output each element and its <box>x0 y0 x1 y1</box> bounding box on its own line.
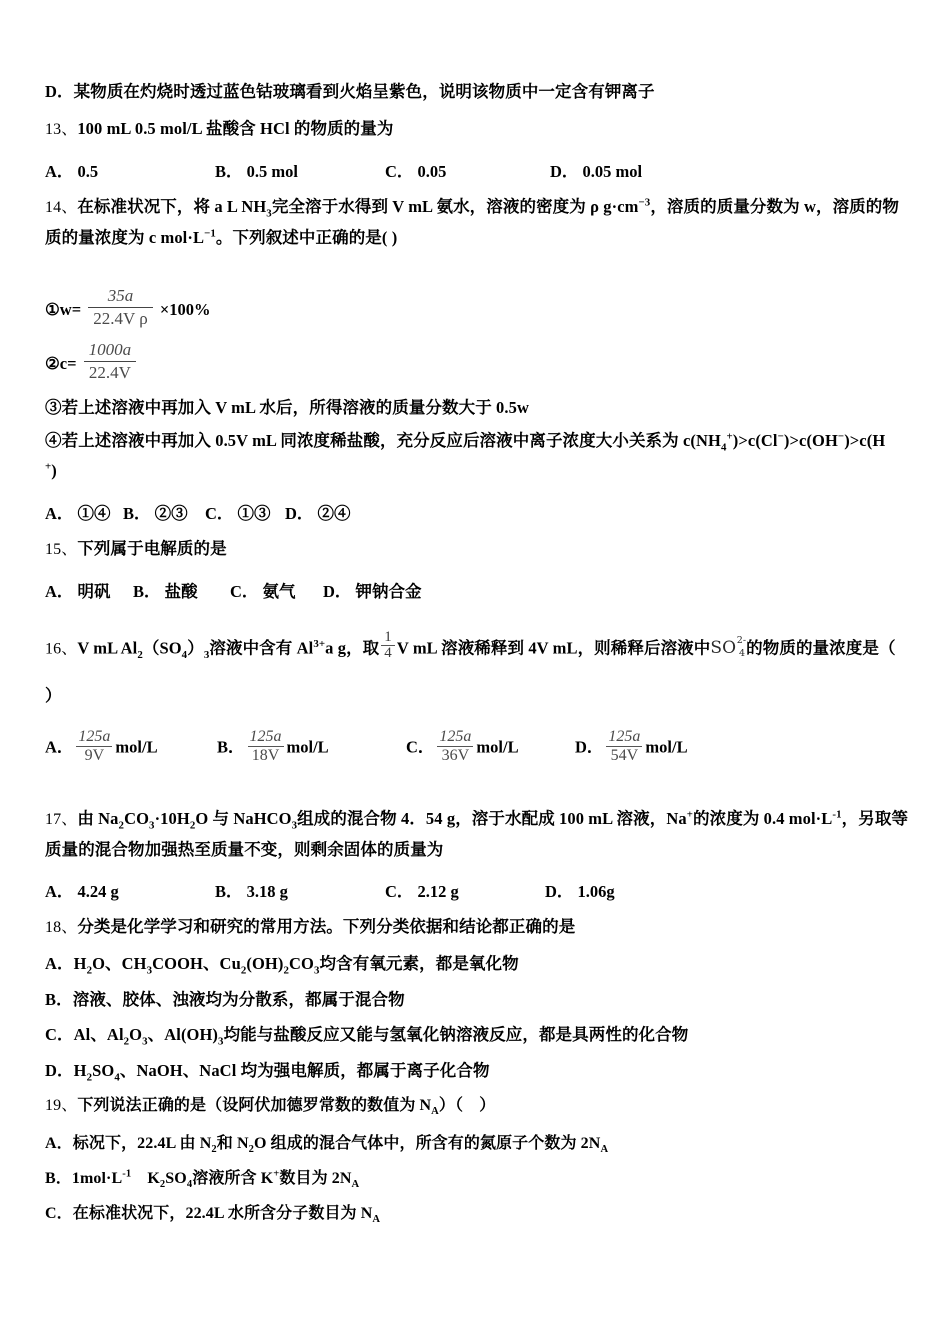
option-text: 某物质在灼烧时透过蓝色钴玻璃看到火焰呈紫色，说明该物质中一定含有钾离子 <box>73 82 655 101</box>
statement-marker-1: ① <box>45 299 60 319</box>
option-a[interactable]: A． 明矾 <box>45 581 111 601</box>
page-content <box>45 84 913 1241</box>
question-number: 15、 <box>45 540 78 558</box>
question-16-stem-line-2: ） <box>45 686 62 705</box>
option-d[interactable]: D． 钾钠合金 <box>323 581 422 601</box>
question-number: 19、 <box>45 1097 78 1114</box>
question-19-option-a[interactable]: A．标况下，22.4L 由 $N_2$和 $N_2O$ 组成的混合气体中，所含有的氮原子个数为 $2N_A$ <box>45 1135 609 1156</box>
option-a[interactable]: A． 4.24 g <box>45 882 119 901</box>
sulfate-ion-formula: SO 2- 4 <box>710 635 747 660</box>
fraction-one-quarter: $\frac{1}{4}$ <box>381 630 395 663</box>
question-15-stem: 15、下列属于电解质的是 <box>45 538 227 558</box>
option-d[interactable]: D． 1.06g <box>545 882 615 901</box>
option-c[interactable]: C． 2.12 g <box>385 882 459 901</box>
question-13-options <box>45 158 913 180</box>
option-b[interactable]: B． 3.18 g <box>215 882 288 901</box>
question-15-options <box>45 578 913 600</box>
option-c[interactable]: C． ①③ <box>205 503 271 523</box>
option-d[interactable]: D． 0.05 mol <box>550 161 643 181</box>
option-a[interactable]: A． $\frac{125a}{9V}$ mol/L <box>45 727 158 765</box>
question-18-option-a[interactable]: A．$H_2O$、$CH_3COOH$、$Cu_2(OH)_2CO_3$均含有氧元素，都是氧化物 <box>45 954 519 977</box>
option-c[interactable]: C． $\frac{125a}{36V}$ mol/L <box>406 727 519 765</box>
times-100-percent: ×100% <box>159 299 211 319</box>
option-c[interactable]: C． 0.05 <box>385 161 447 181</box>
option-label: D． <box>45 82 74 101</box>
question-14-statement-4-line-2: +) <box>45 460 57 480</box>
option-d[interactable]: D． $\frac{125a}{54V}$ mol/L <box>575 727 688 765</box>
fraction-125a-over-9V: $\frac{125a}{9V}$ <box>78 727 111 765</box>
question-14-stem-line-1: 14、在标准状况下，将 a L $NH_3$完全溶于水得到 V mL 氨水，溶液的密度为 ρ $g\cdot cm^{-3}$，溶质的质量分数为 w，溶质的物 <box>45 196 899 219</box>
question-16-stem: 16、V mL $Al_2(SO_4)_3$溶液中含有 $Al^{3+}a$ g，取 $\frac{1}{4}$ V mL 溶液稀释到 4V mL，则稀释后溶液中SO 2- 4 的物质的量浓度是（ <box>45 628 896 662</box>
question-13-stem <box>45 118 913 138</box>
question-number: 17、 <box>45 810 78 828</box>
question-17-stem-line-2: 质量的混合物加强热至质量不变，则剩余固体的质量为 <box>45 839 444 859</box>
question-18-option-b[interactable]: B．溶液、胶体、浊液均为分散系，都属于混合物 <box>45 989 405 1009</box>
question-text: 100 mL 0.5 mol/L 盐酸含 HCl 的物质的量为 <box>77 118 394 138</box>
question-14-statement-3: ③若上述溶液中再加入 V mL 水后，所得溶液的质量分数大于 0.5w <box>45 398 529 417</box>
fraction-125a-over-54V: $\frac{125a}{54V}$ <box>608 727 641 765</box>
statement-marker-2: ② <box>45 353 60 373</box>
question-14-statement-2: ②c= $\frac{1000a}{22.4V}$ <box>45 340 913 384</box>
question-14-statement-4-line-1: ④若上述溶液中再加入 0.5V mL 同浓度稀盐酸，充分反应后溶液中离子浓度大小关系为 $c(NH_4^+)>c(Cl^-)>c(OH^-)>c(H$ <box>45 430 886 453</box>
question-16-options <box>45 729 913 769</box>
question-19-stem: 19、下列说法正确的是（设阿伏加德罗常数的数值为 $N_A$）（ ） <box>45 1097 496 1118</box>
option-c[interactable]: C． 氨气 <box>230 581 296 601</box>
fraction-125a-over-36V: $\frac{125a}{36V}$ <box>439 727 472 765</box>
question-19-option-b[interactable]: B．$1mol\cdot L^{-1}$ $K_2SO_4$溶液所含 K+数目为 $2N_A$ <box>45 1168 360 1191</box>
question-18-option-d[interactable]: D．$H_2SO_4$、NaOH、NaCl 均为强电解质，都属于离子化合物 <box>45 1060 490 1083</box>
fraction-35a-over-22.4Vrho: $\frac{35a}{\text{22.4V ρ}}$ <box>88 286 152 329</box>
question-14-stem-line-2: 质的量浓度为 c $mol\cdot L^{-1}$。下列叙述中正确的是( ) <box>45 227 398 247</box>
option-b[interactable]: B． 盐酸 <box>133 581 198 601</box>
question-number: 16、 <box>45 640 78 658</box>
question-14-options <box>45 500 913 522</box>
question-17-options <box>45 878 913 900</box>
option-d[interactable]: D． ②④ <box>285 503 351 523</box>
fraction-125a-over-18V: $\frac{125a}{18V}$ <box>249 727 282 765</box>
question-17-stem-line-1: 17、由 $Na_2CO_3\cdot 10H_2O$ 与 NaHCO$_3$组成的混合物 4．54 g，溶于水配成 100 mL 溶液，Na+的浓度为 0.4 $mol\cdot L^{-1}$，另取等 <box>45 808 909 831</box>
question-number: 13、 <box>45 120 78 138</box>
option-a[interactable]: A． 0.5 <box>45 161 99 181</box>
fraction-1000a-over-22.4V: $\frac{1000a}{22.4V}$ <box>84 340 137 383</box>
question-18-option-c[interactable]: C．Al、$Al_2O_3$、$Al(OH)_3$均能与盐酸反应又能与氢氧化钠溶液反应，都是具两性的化合物 <box>45 1025 689 1048</box>
question-12-option-d <box>45 84 913 101</box>
question-18-stem: 18、分类是化学学习和研究的常用方法。下列分类依据和结论都正确的是 <box>45 917 576 936</box>
option-b[interactable]: B． $\frac{125a}{18V}$ mol/L <box>217 727 329 765</box>
question-14-statement-1: ①w= $\frac{35a}{\text{22.4V ρ}}$ ×100% <box>45 286 211 328</box>
option-b[interactable]: B． ②③ <box>123 503 188 523</box>
option-a[interactable]: A． ①④ <box>45 503 111 523</box>
option-b[interactable]: B． 0.5 mol <box>215 161 298 181</box>
question-19-option-c[interactable]: C．在标准状况下，22.4L 水所含分子数目为 $N_A$ <box>45 1205 381 1226</box>
question-number: 14、 <box>45 198 78 216</box>
question-number: 18、 <box>45 919 78 936</box>
